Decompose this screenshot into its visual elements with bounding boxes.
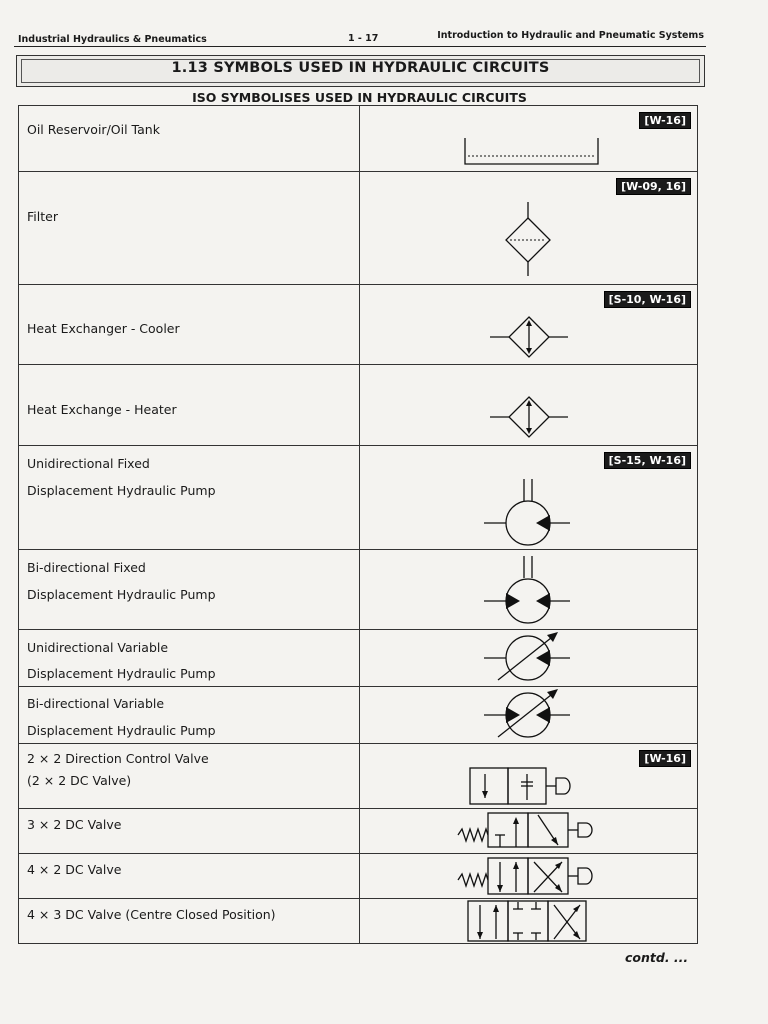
symbol-graphic-cell (360, 854, 698, 899)
table-row (19, 106, 698, 172)
symbol-name-line2: (2 × 2 DC Valve) (27, 773, 132, 788)
symbol-label-cell (19, 285, 360, 365)
2x2-dc-valve-icon (360, 744, 700, 809)
exam-badge: [W-16] (639, 750, 691, 767)
symbol-name-line1: Bi-directional Variable (27, 696, 165, 711)
symbol-label-cell (19, 687, 360, 744)
symbol-graphic-cell (360, 172, 698, 285)
symbol-name: Heat Exchanger - Cooler (27, 321, 180, 336)
4x3-dc-valve-icon (360, 899, 700, 944)
symbol-name-line2: Displacement Hydraulic Pump (27, 723, 216, 738)
symbol-label-cell (19, 744, 360, 809)
symbol-name-line2: Displacement Hydraulic Pump (27, 483, 216, 498)
symbol-graphic-cell (360, 687, 698, 744)
symbol-graphic-cell (360, 550, 698, 630)
4x2-dc-valve-icon (360, 854, 700, 899)
exam-badge: [W-16] (639, 112, 691, 129)
unidirectional-fixed-pump-icon (360, 446, 700, 550)
table-row (19, 550, 698, 630)
table-row (19, 285, 698, 365)
table-title: ISO SYMBOLISES USED IN HYDRAULIC CIRCUITS (192, 90, 527, 105)
symbol-graphic-cell (360, 285, 698, 365)
table-row (19, 899, 698, 944)
symbol-name: Heat Exchange - Heater (27, 402, 177, 417)
unidirectional-variable-pump-icon (360, 630, 700, 687)
symbol-label-cell (19, 854, 360, 899)
symbol-name: 4 × 2 DC Valve (27, 862, 122, 877)
symbol-graphic-cell (360, 446, 698, 550)
symbol-label-cell (19, 630, 360, 687)
heater-icon (360, 365, 700, 446)
filter-icon (360, 172, 700, 285)
table-row (19, 854, 698, 899)
header-book-title: Industrial Hydraulics & Pneumatics (18, 34, 207, 45)
symbol-name-line1: Bi-directional Fixed (27, 560, 146, 575)
header-rule (14, 46, 706, 47)
symbol-label-cell (19, 899, 360, 944)
symbol-label-cell (19, 550, 360, 630)
symbols-table (18, 105, 698, 944)
bidirectional-variable-pump-icon (360, 687, 700, 744)
symbol-label-cell (19, 365, 360, 446)
symbol-label-cell (19, 446, 360, 550)
symbol-label-cell (19, 106, 360, 172)
symbol-name-line2: Displacement Hydraulic Pump (27, 666, 216, 681)
3x2-dc-valve-icon (360, 809, 700, 854)
section-title-box (16, 55, 705, 87)
table-row (19, 172, 698, 285)
symbol-graphic-cell (360, 106, 698, 172)
cooler-icon (360, 285, 700, 365)
symbol-name-line1: Unidirectional Fixed (27, 456, 150, 471)
symbol-graphic-cell (360, 809, 698, 854)
continued-note: contd. ... (625, 950, 689, 965)
symbol-name-line1: 2 × 2 Direction Control Valve (27, 751, 209, 766)
symbol-graphic-cell (360, 365, 698, 446)
symbol-graphic-cell (360, 899, 698, 944)
table-row (19, 630, 698, 687)
symbol-graphic-cell (360, 744, 698, 809)
header-chapter-title: Introduction to Hydraulic and Pneumatic Systems (437, 30, 704, 41)
oil-tank-icon (360, 106, 700, 172)
running-header (18, 30, 704, 46)
exam-badge: [W-09, 16] (616, 178, 691, 195)
symbol-label-cell (19, 172, 360, 285)
symbol-name: 3 × 2 DC Valve (27, 817, 122, 832)
symbol-name-line1: Unidirectional Variable (27, 640, 169, 655)
table-row (19, 365, 698, 446)
exam-badge: [S-10, W-16] (604, 291, 691, 308)
symbol-name-line2: Displacement Hydraulic Pump (27, 587, 216, 602)
symbol-name: Oil Reservoir/Oil Tank (27, 122, 160, 137)
table-row (19, 809, 698, 854)
header-page-number: 1 - 17 (348, 33, 379, 44)
symbol-graphic-cell (360, 630, 698, 687)
exam-badge: [S-15, W-16] (604, 452, 691, 469)
table-row (19, 744, 698, 809)
symbol-name: Filter (27, 209, 58, 224)
symbol-label-cell (19, 809, 360, 854)
symbol-name: 4 × 3 DC Valve (Centre Closed Position) (27, 907, 276, 922)
table-row (19, 446, 698, 550)
bidirectional-fixed-pump-icon (360, 550, 700, 630)
table-row (19, 687, 698, 744)
section-title: 1.13 SYMBOLS USED IN HYDRAULIC CIRCUITS (171, 60, 550, 76)
